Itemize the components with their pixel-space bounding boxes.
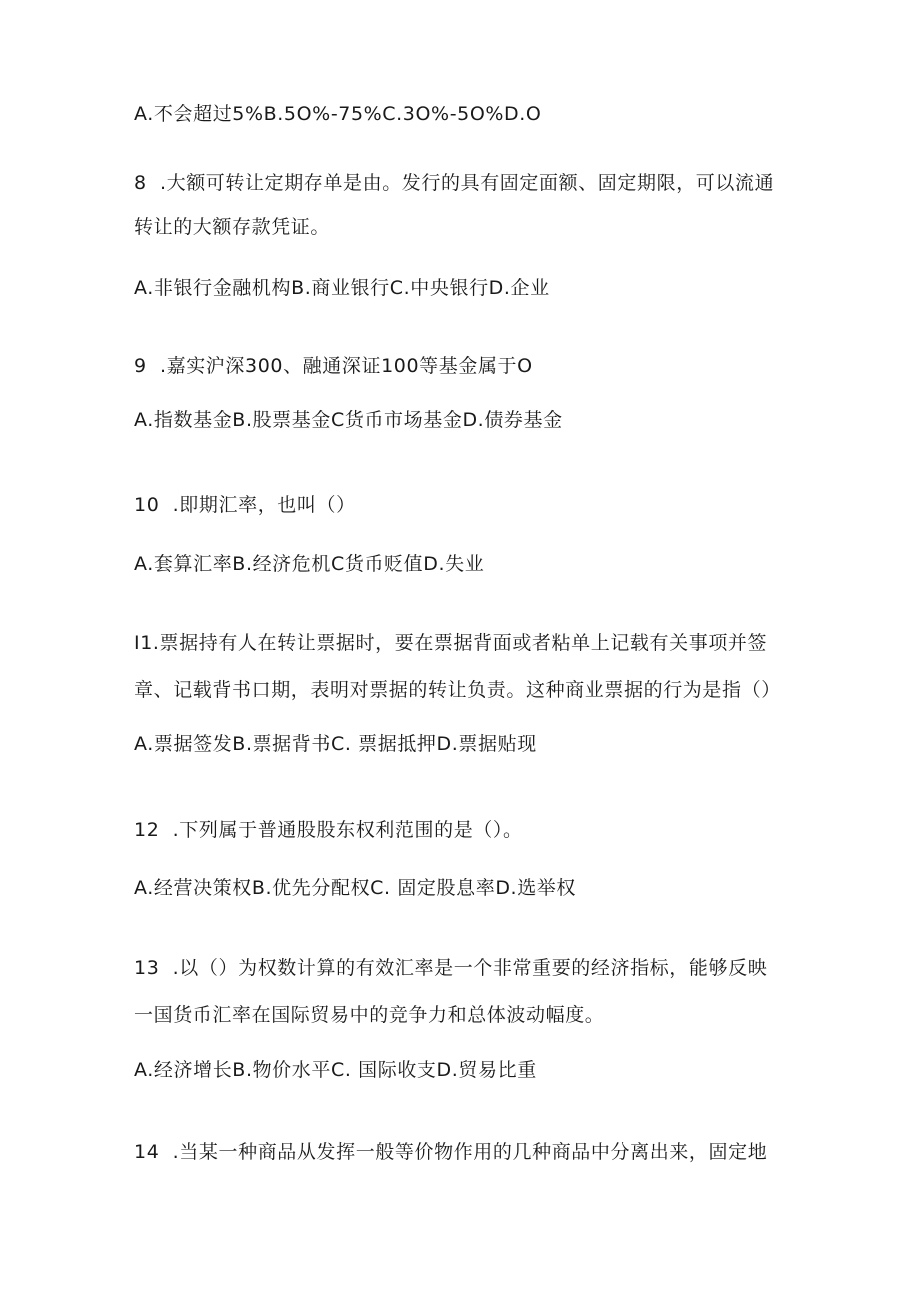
q12-text: 12 .下列属于普通股股东权利范围的是（）。 [134,819,523,841]
q9-text: 9 .嘉实沪深300、融通深证100等基金属于O [134,355,533,377]
q7-options: A.不会超过5%B.5O%-75%C.3O%-5O%D.O [134,103,542,125]
q8-text-line1: 8 .大额可转让定期存单是由。发行的具有固定面额、固定期限，可以流通 [134,172,775,194]
q13-options: A.经济增长B.物价水平C. 国际收支D.贸易比重 [134,1059,537,1081]
q10-text: 10 .即期汇率，也叫（） [134,494,356,516]
q11-text-line1: I1.票据持有人在转让票据时，要在票据背面或者粘单上记载有关事项并签 [134,632,768,654]
q10-options: A.套算汇率B.经济危机C货币贬值D.失业 [134,553,485,575]
q8-text-line2: 转让的大额存款凭证。 [134,216,331,238]
q12-options: A.经营决策权B.优先分配权C. 固定股息率D.选举权 [134,877,576,899]
q13-text-line2: 一国货币汇率在国际贸易中的竞争力和总体波动幅度。 [134,1004,605,1026]
q13-text-line1: 13 .以（）为权数计算的有效汇率是一个非常重要的经济指标，能够反映 [134,957,768,979]
q8-options: A.非银行金融机构B.商业银行C.中央银行D.企业 [134,277,550,299]
q11-options: A.票据签发B.票据背书C. 票据抵押D.票据贴现 [134,733,537,755]
q11-text-line2: 章、记载背书口期，表明对票据的转让负责。这种商业票据的行为是指（） [134,679,781,701]
q9-options: A.指数基金B.股票基金C货币市场基金D.债券基金 [134,409,563,431]
q14-text-line1: 14 .当某一种商品从发挥一般等价物作用的几种商品中分离出来，固定地 [134,1141,768,1163]
